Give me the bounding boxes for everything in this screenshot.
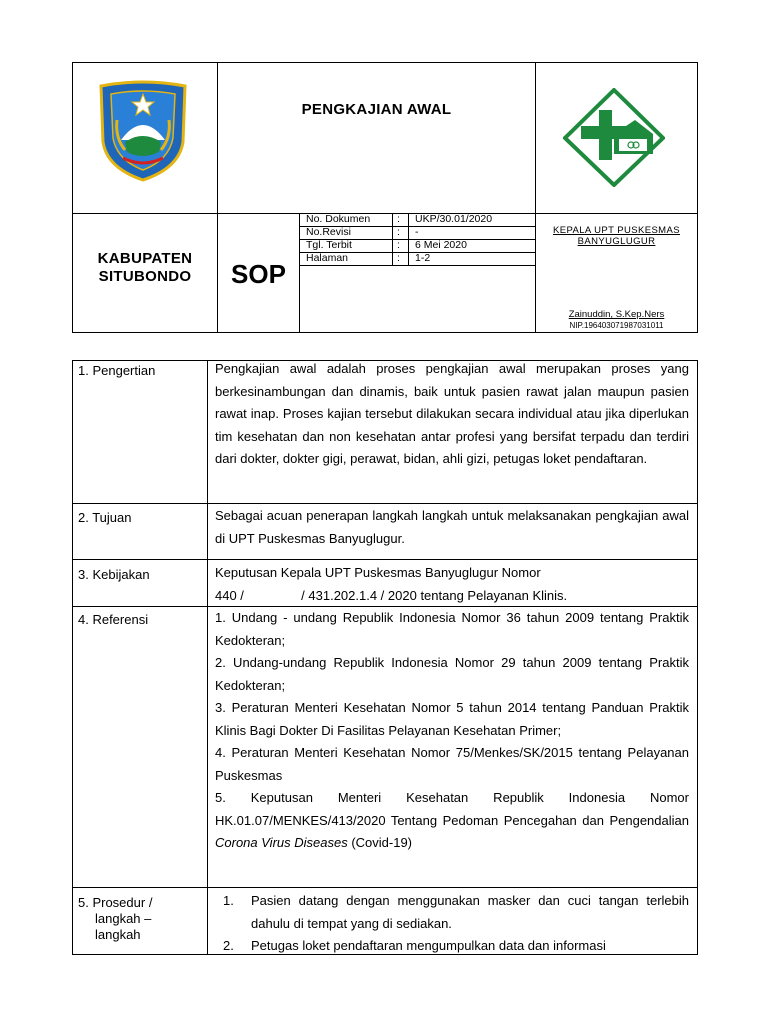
page-title: PENGKAJIAN AWAL: [301, 101, 452, 118]
sop-label: SOP: [231, 259, 286, 289]
meta-row-no-revisi: No.Revisi : -: [306, 226, 419, 238]
signer-name: Zainuddin, S.Kep.Ners: [568, 309, 665, 320]
signer-title: KEPALA UPT PUSKESMAS BANYUGLUGUR: [553, 225, 680, 247]
referensi-list: [215, 607, 689, 855]
referensi-item-2: 2. Undang-undang Republik Indonesia Nomor 29 tahun 2009 tentang Praktik Kedokteran;: [215, 655, 689, 693]
puskesmas-logo: [563, 88, 665, 187]
kebijakan-text: [215, 562, 689, 607]
meta-row-tgl-terbit: Tgl. Terbit : 6 Mei 2020: [306, 239, 467, 251]
regency-line-1: KABUPATEN: [97, 250, 193, 267]
regency-name: [73, 250, 217, 286]
kebijakan-label: 3. Kebijakan: [78, 567, 150, 582]
prosedur-step: 2. Petugas loket pendaftaran mengumpulkan data dan informasi: [223, 938, 606, 953]
kebijakan-line-1: Keputusan Kepala UPT Puskesmas Banyuglugur Nomor: [215, 565, 541, 580]
referensi-item-4: 4. Peraturan Menteri Kesehatan Nomor 75/Menkes/SK/2015 tentang Pelayanan Puskesmas: [215, 745, 689, 783]
referensi-item-5: 5. Keputusan Menteri Kesehatan Republik Indonesia Nomor HK.01.07/MENKES/413/2020 Tentang Pedoman Pencegahan dan Pengendalian Corona Virus Diseases (Covid-19): [215, 790, 689, 850]
pengertian-text: Pengkajian awal adalah proses pengkajian awal merupakan proses yang berkesinambungan dan dinamis, baik untuk pasien rawat jalan maupun pasien rawat inap. Proses kajian tersebut dilakukan secara individual atau jika diperlukan tim kesehatan dan non kesehatan antar profesi yang bersifat terpadu dan terdiri dari dokter, dokter gigi, perawat, bidan, ahli gizi, petugas loket pendaftaran.: [215, 361, 689, 466]
tujuan-label: 2. Tujuan: [78, 510, 132, 525]
regency-emblem-logo: [95, 80, 192, 183]
prosedur-steps: [215, 890, 689, 958]
prosedur-label: 5. Prosedur / langkah – langkah: [78, 895, 153, 942]
regency-line-2: SITUBONDO: [98, 268, 192, 285]
referensi-item-3: 3. Peraturan Menteri Kesehatan Nomor 5 tahun 2014 tentang Panduan Praktik Klinis Bagi Dokter Di Fasilitas Pelayanan Kesehatan Primer;: [215, 700, 689, 738]
meta-row-halaman: Halaman : 1-2: [306, 252, 431, 264]
pengertian-label: 1. Pengertian: [78, 363, 156, 378]
meta-row-no-dokumen: No. Dokumen : UKP/30.01/2020: [306, 213, 493, 225]
signer-nip: NIP.196403071987031011: [569, 321, 664, 330]
tujuan-text: Sebagai acuan penerapan langkah langkah untuk melaksanakan pengkajian awal di UPT Puskesmas Banyuglugur.: [215, 508, 689, 546]
kebijakan-line-2: 440 / / 431.202.1.4 / 2020 tentang Pelayanan Klinis.: [215, 587, 568, 603]
prosedur-step: 1. Pasien datang dengan menggunakan masker dan cuci tangan terlebih dahulu di tempat yang di sediakan.: [223, 893, 689, 931]
referensi-label: 4. Referensi: [78, 612, 149, 627]
referensi-item-1: 1. Undang - undang Republik Indonesia Nomor 36 tahun 2009 tentang Praktik Kedokteran;: [215, 610, 689, 648]
